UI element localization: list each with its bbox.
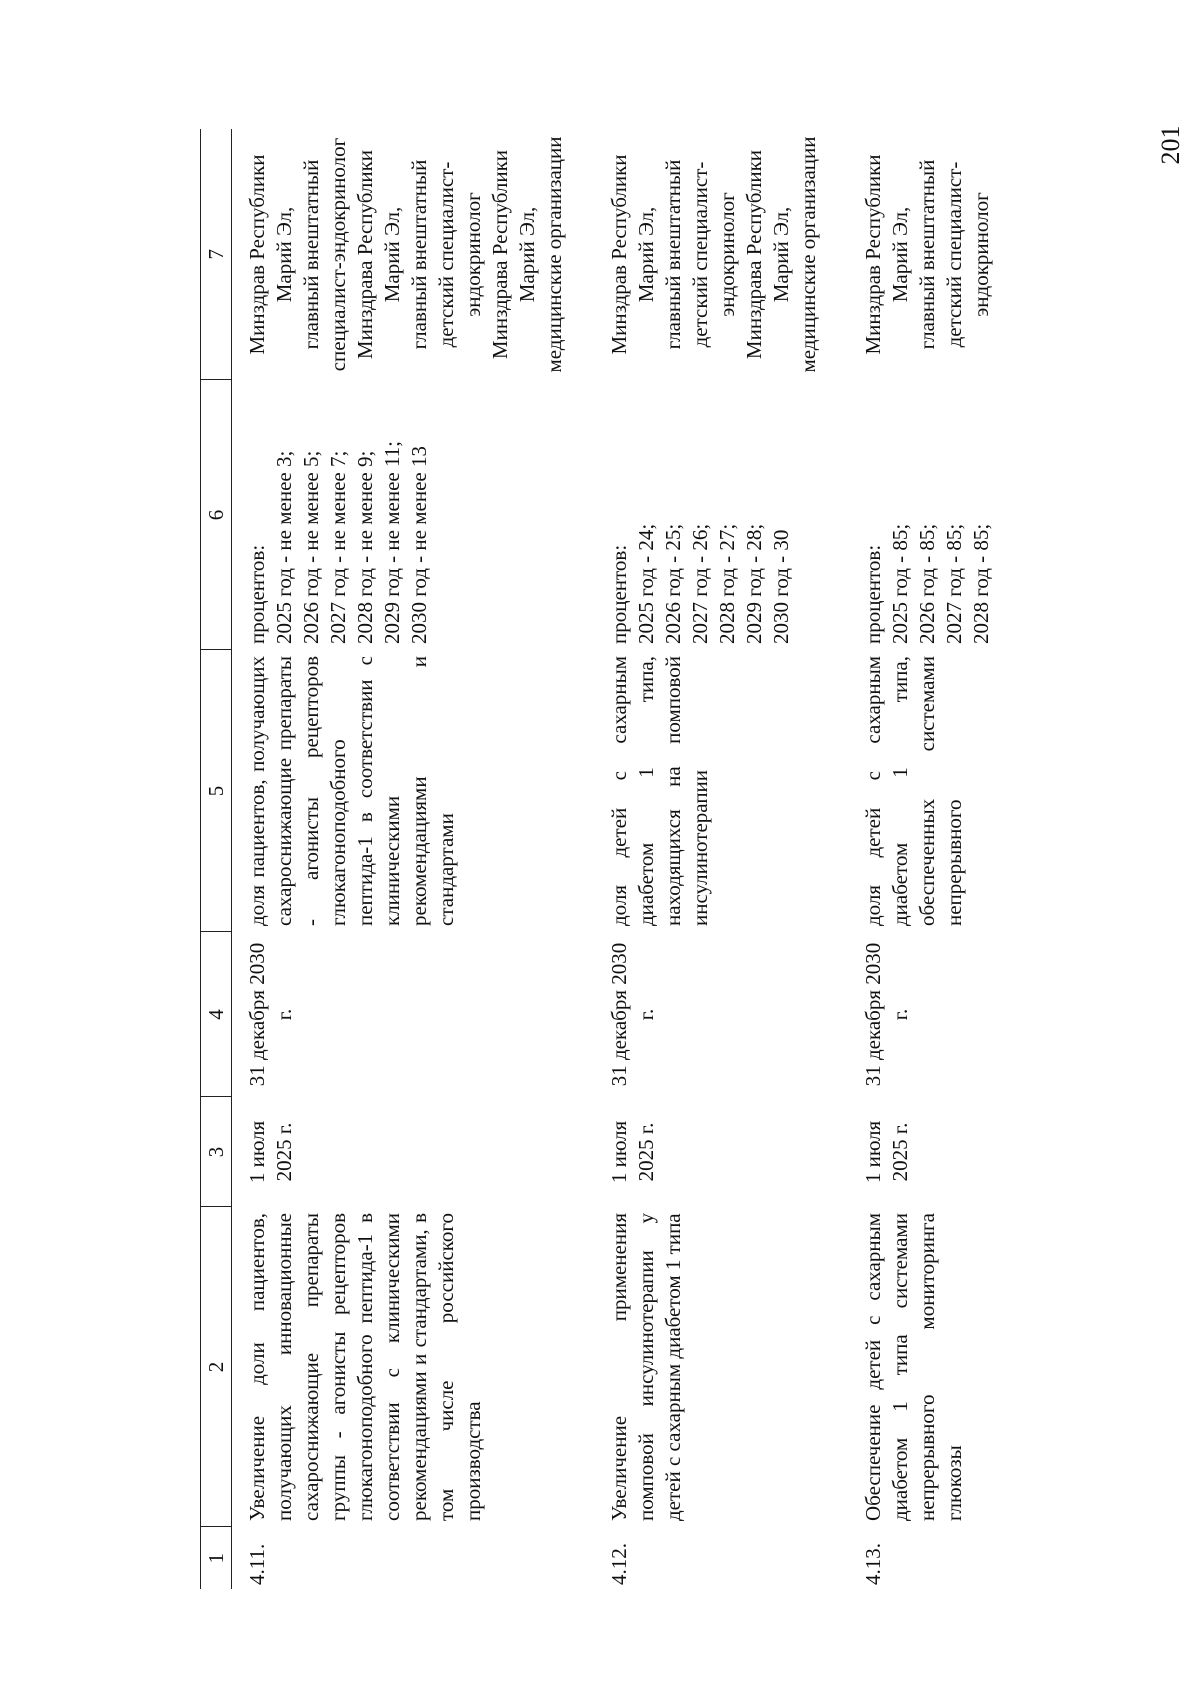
target-line: 2025 год - не менее 3; [272,450,296,644]
indicator-description: доля детей с сахарным диабетом 1 типа, находящихся на помповой инсулинотерапии [607,656,712,926]
responsible-line: главный внештатный детский специалист-эндокринолог [915,159,993,350]
target-line: 2027 год - 85; [942,523,966,644]
column-header: 2 [201,1207,232,1527]
target-line: 2027 год - 26; [688,523,712,644]
rotated-table-container [200,129,993,1589]
responsible-parties [232,129,595,380]
start-date: 1 июля 2025 г. [245,1120,296,1184]
start-date: 1 июля 2025 г. [607,1120,658,1184]
responsible-parties [848,129,1021,380]
activity-description: Увеличение доли пациентов, получающих инновационные сахароснижающие препараты группы - агонисты рецепторов глюкагоноподобного пептида-1 в соответствии с клиническими рекомендациями и стандартами, в том числе российского производства [245,1213,485,1521]
target-line: 2026 год - не менее 5; [299,450,323,644]
table-row [232,129,595,1589]
target-line: процентов: [861,544,885,644]
page-number: 201 [1156,125,1185,165]
target-line: 2028 год - 85; [969,523,993,644]
target-values [232,380,595,650]
column-header: 7 [201,129,232,380]
responsible-line: Минздрава Республики Марий Эл, [353,149,404,360]
target-line: 2025 год - 24; [634,523,658,644]
indicator-description: доля пациентов, получающих сахароснижающие препараты - агонисты рецепторов глюкагоноподобного пептида-1 в соответствии с клиническими рекомендациями и стандартами [245,656,458,926]
target-values [594,380,848,650]
end-date: 31 декабря 2030 г. [245,942,296,1087]
responsible-line: Минздрав Республики Марий Эл, [607,154,658,355]
table-header-row [201,129,232,1589]
target-line: 2029 год - 28; [742,523,766,644]
responsible-line: главный внештатный детский специалист-эндокринолог [407,159,485,350]
start-date: 1 июля 2025 г. [861,1120,912,1184]
target-line: 2028 год - не менее 9; [353,450,377,644]
target-line: 2027 год - не менее 7; [326,450,350,644]
responsible-line: главный внештатный детский специалист-эндокринолог [661,159,739,350]
column-header: 4 [201,932,232,1097]
target-line: 2030 год - 30 [769,529,793,644]
target-line: 2029 год - не менее 11; [380,440,404,644]
responsible-line: медицинские организации [796,136,820,373]
target-line: 2025 год - 85; [888,523,912,644]
responsible-line: медицинские организации [542,136,566,373]
responsible-line: Минздрава Республики Марий Эл, [488,149,539,360]
target-line: процентов: [607,544,631,644]
target-line: 2026 год - 85; [915,523,939,644]
activity-description: Увеличение применения помповой инсулинотерапии у детей с сахарным диабетом 1 типа [607,1213,685,1521]
table-row [848,129,1021,1589]
column-header: 5 [201,650,232,932]
responsible-line: Минздрав Республики Марий Эл, [245,154,296,355]
activity-description: Обеспечение детей с сахарным диабетом 1 типа системами непрерывного мониторинга глюкозы [861,1213,966,1521]
end-date: 31 декабря 2030 г. [861,942,912,1087]
target-line: 2026 год - 25; [661,523,685,644]
responsible-parties [594,129,848,380]
column-header: 1 [201,1527,232,1589]
responsible-line: Минздрав Республики Марий Эл, [861,154,912,355]
target-line: 2030 год - не менее 13 [407,446,431,644]
column-header: 6 [201,380,232,650]
responsible-line: Минздрава Республики Марий Эл, [742,149,793,360]
indicator-description: доля детей с сахарным диабетом 1 типа, обеспеченных системами непрерывного [861,656,966,926]
target-values [848,380,1021,650]
activities-table [200,129,1021,1589]
row-number: 4.12. [607,1543,631,1585]
responsible-line: главный внештатный специалист-эндокринолог [299,137,350,372]
table-row [594,129,848,1589]
end-date: 31 декабря 2030 г. [607,942,658,1087]
column-header: 3 [201,1097,232,1207]
row-number: 4.13. [861,1543,885,1585]
row-number: 4.11. [245,1543,269,1585]
target-line: процентов: [245,544,269,644]
target-line: 2028 год - 27; [715,523,739,644]
